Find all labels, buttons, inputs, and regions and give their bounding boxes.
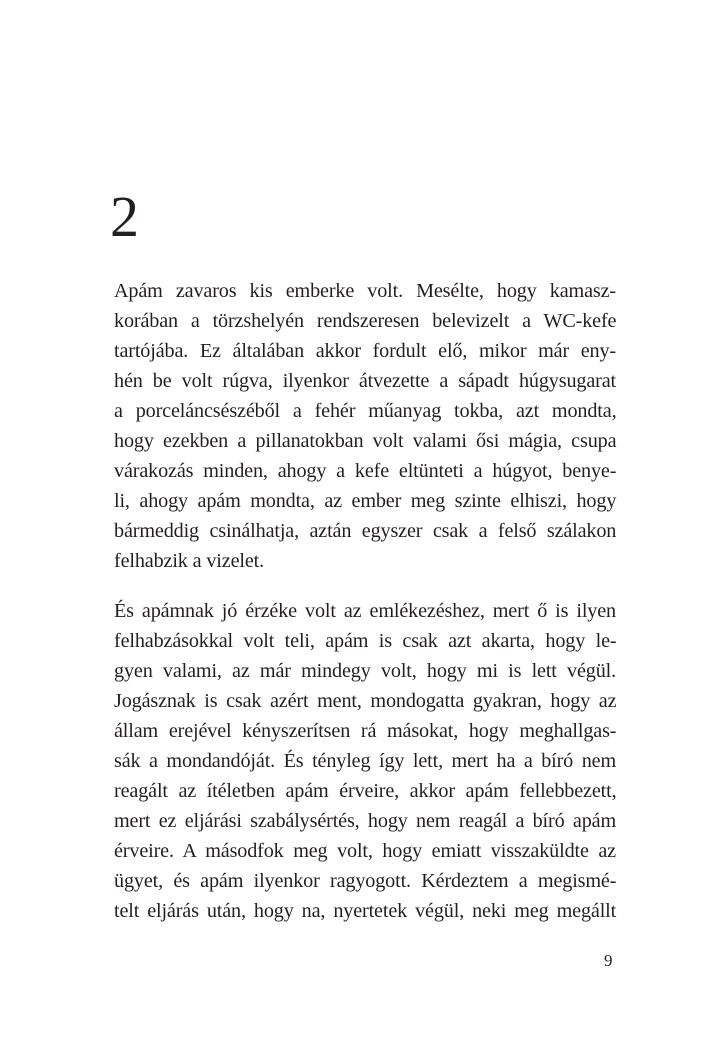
text-line: felhabzik a vizelet. [114, 550, 265, 572]
text-line: korában a törzshelyén rendszeresen belevizelt a WC-kefe [114, 310, 617, 332]
text-line: várakozás minden, ahogy a kefe eltünteti a húgyot, benye- [114, 460, 617, 482]
text-line: Apám zavaros kis emberke volt. Mesélte, hogy kamasz- [114, 280, 616, 302]
chapter-number: 2 [110, 184, 139, 249]
text-line: Jogásznak is csak azért ment, mondogatta gyakran, hogy az [114, 690, 617, 712]
text-line: bármeddig csinálhatja, aztán egyszer csak a felső szálakon [114, 520, 617, 542]
text-line: mert ez eljárási szabálysértés, hogy nem reagál a bíró apám [114, 810, 616, 832]
text-line: felhabzásokkal volt teli, apám is csak azt akarta, hogy le- [114, 630, 617, 652]
text-line: ügyet, és apám ilyenkor ragyogott. Kérdeztem a megismé- [114, 870, 617, 892]
text-line: érveire. A másodfok meg volt, hogy emiatt visszaküldte az [114, 840, 616, 862]
text-line: tartójába. Ez általában akkor fordult elő, mikor már eny- [114, 340, 616, 362]
text-line: telt eljárás után, hogy na, nyertetek végül, neki meg megállt [114, 900, 617, 922]
text-line: gyen valami, az már mindegy volt, hogy mi is lett végül. [114, 660, 616, 682]
text-line: li, ahogy apám mondta, az ember meg szinte elhiszi, hogy [114, 490, 617, 512]
page-number: 9 [604, 951, 613, 970]
paragraph-2 [114, 596, 616, 926]
text-line: hén be volt rúgva, ilyenkor átvezette a sápadt húgysugarat [114, 370, 616, 392]
text-line: reagált az ítéletben apám érveire, akkor apám fellebbezett, [114, 780, 617, 802]
text-line: állam erejével kényszerítsen rá másokat, hogy meghallgas- [114, 720, 617, 742]
paragraph-1 [114, 276, 616, 576]
text-line: a porceláncsészéből a fehér műanyag tokba, azt mondta, [114, 400, 617, 422]
text-line: hogy ezekben a pillanatokban volt valami ősi mágia, csupa [114, 430, 617, 452]
text-line: sák a mondandóját. És tényleg így lett, mert ha a bíró nem [114, 750, 616, 772]
text-line: És apámnak jó érzéke volt az emlékezéshez, mert ő is ilyen [114, 600, 616, 622]
